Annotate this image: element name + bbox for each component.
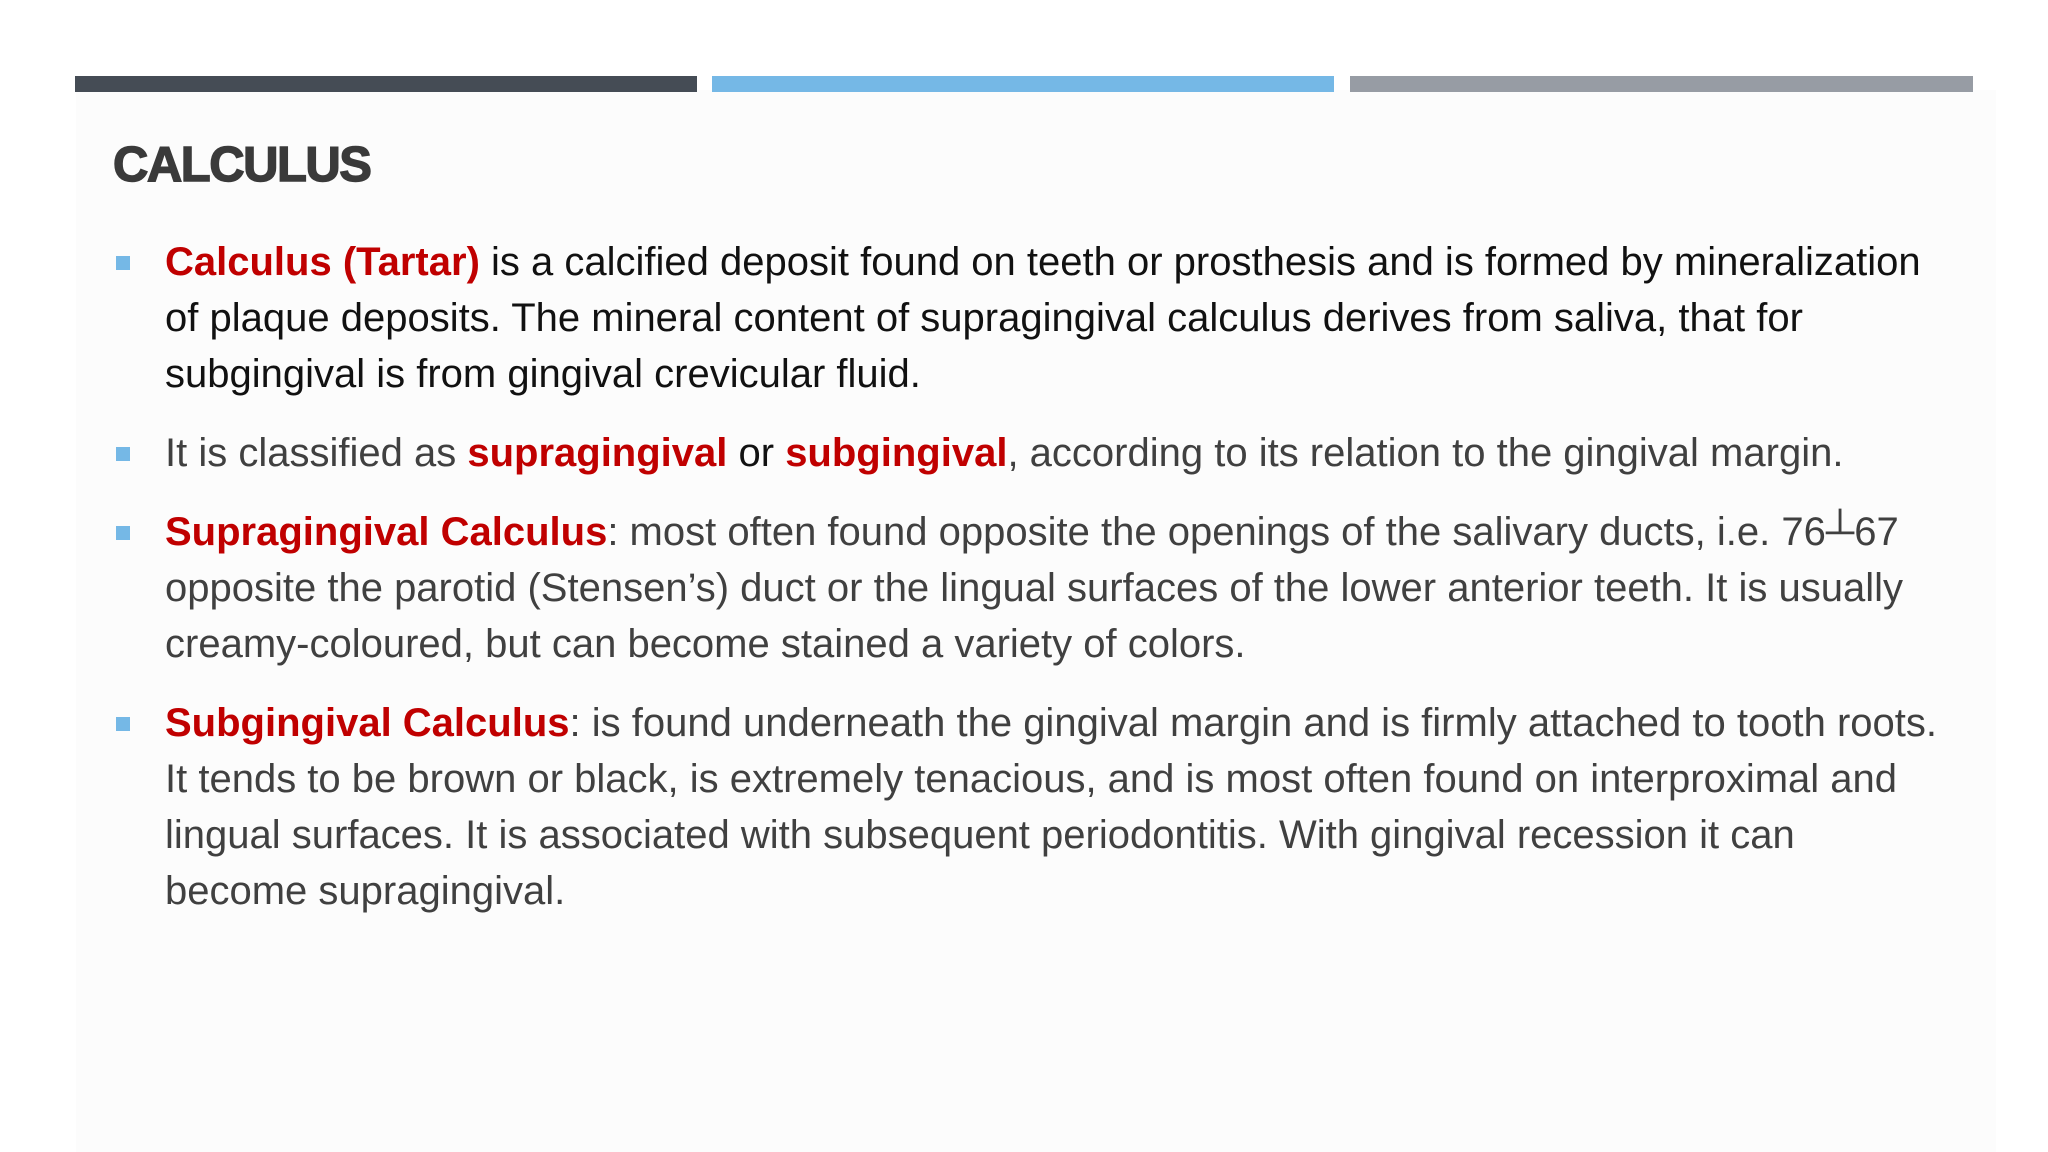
term-subgingival-calculus: Subgingival Calculus (165, 701, 570, 745)
calculus-definition-text: is a calcified deposit found on teeth or prosthesis and is formed by mineralization of plaque deposits. The mineral content of supragingival calculus derives from saliva, that for subgingival is from gingival crevicular fluid. (165, 240, 1921, 396)
bullet-calculus-definition (114, 234, 1944, 402)
bullet-subgingival-calculus (114, 695, 1944, 919)
term-calculus-tartar: Calculus (Tartar) (165, 240, 480, 284)
term-supragingival-calculus: Supragingival Calculus (165, 510, 608, 554)
bullet-classification (114, 425, 1944, 481)
classification-prefix: It is classified as (165, 431, 468, 475)
square-bullet-icon (116, 256, 130, 270)
square-bullet-icon (116, 717, 130, 731)
supragingival-text-part-1: : most often found opposite the openings of the salivary ducts, i.e. 76 (607, 510, 1826, 554)
header-bar-blue (712, 76, 1334, 92)
header-bar-dark (75, 76, 697, 92)
bullet-supragingival-calculus (114, 504, 1944, 672)
slide-title: CALCULUS (113, 138, 371, 192)
bullet-list (114, 234, 1944, 942)
square-bullet-icon (116, 526, 130, 540)
subgingival-text: : is found underneath the gingival margin and is firmly attached to tooth roots. It tends to be brown or black, is extremely tenacious, and is most often found on interproximal and lingual surfaces. It is associated with subsequent periodontitis. With gingival recession it can become supragingival. (165, 701, 1937, 913)
header-bar-gray (1350, 76, 1973, 92)
tooth-quadrant-symbol: ┴ (1825, 510, 1855, 554)
supragingival-text-part-2: 67 opposite the parotid (Stensen’s) duct or the lingual surfaces of the lower anterior teeth. It is usually creamy-coloured, but can become stained a variety of colors. (165, 510, 1904, 666)
classification-suffix: , according to its relation to the gingival margin. (1007, 431, 1844, 475)
term-supragingival: supragingival (467, 431, 728, 475)
square-bullet-icon (116, 447, 130, 461)
classification-connector: or (727, 431, 786, 475)
term-subgingival: subgingival (785, 431, 1008, 475)
